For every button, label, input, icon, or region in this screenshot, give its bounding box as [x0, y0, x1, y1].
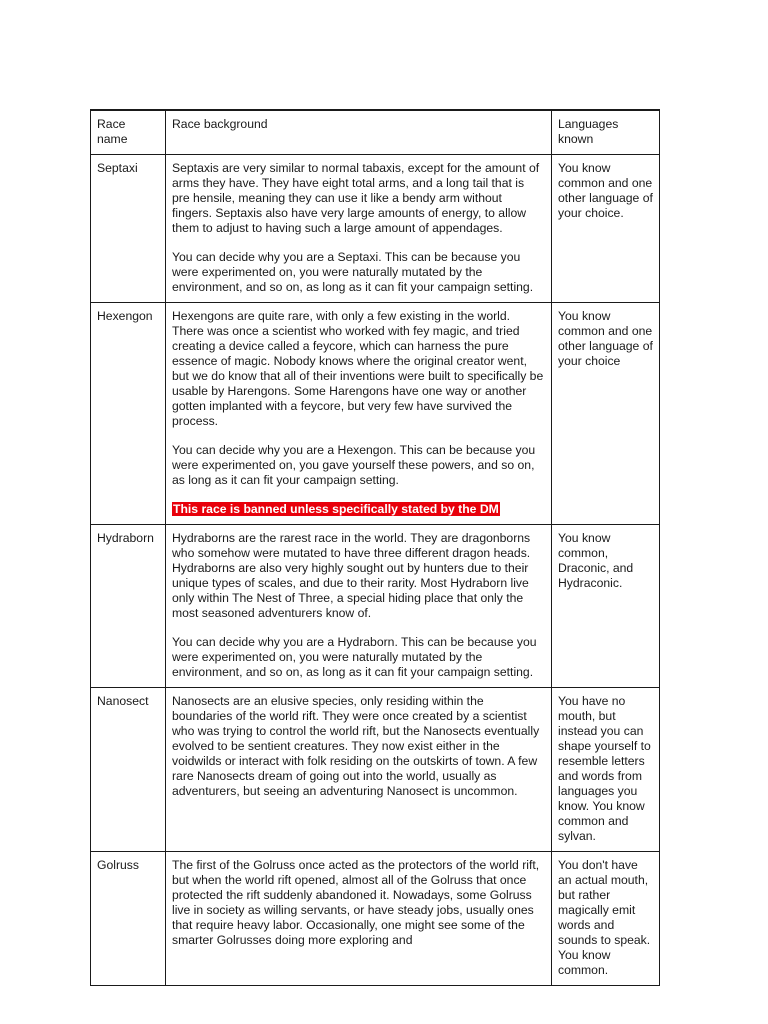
ban-warning-paragraph: [172, 502, 545, 517]
race-name-cell: Nanosect: [91, 688, 166, 852]
table-row: [91, 525, 660, 688]
table-row: [91, 155, 660, 303]
race-background-cell: [166, 852, 552, 986]
race-background-cell: [166, 303, 552, 525]
background-paragraph: Septaxis are very similar to normal tabaxis, except for the amount of arms they have. They have eight total arms, and a long tail that is pre hensile, meaning they can use it like a bendy arm without fingers. Septaxis also have very large amounts of energy, to allow them to adjust to having such a large amount of appendages.: [172, 161, 540, 235]
languages-cell: You know common, Draconic, and Hydraconic.: [552, 525, 660, 688]
header-race-background: Race background: [166, 110, 552, 155]
race-background-cell: [166, 688, 552, 852]
languages-cell: You have no mouth, but instead you can shape yourself to resemble letters and words from languages you know. You know common and sylvan.: [552, 688, 660, 852]
header-race-name: Race name: [91, 110, 166, 155]
background-paragraph: You can decide why you are a Septaxi. This can be because you were experimented on, you were naturally mutated by the environment, and so on, as long as it can fit your campaign setting.: [172, 250, 534, 294]
race-name-cell: Septaxi: [91, 155, 166, 303]
background-paragraph: Hexengons are quite rare, with only a few existing in the world. There was once a scientist who worked with fey magic, and tried creating a device called a feycore, which can harness the pure essence of magic. Nobody knows where the original creator went, but we do know that all of their inventions were built to specifically be usable by Harengons. Some Harengons have one way or another gotten implanted with a feycore, but very few have survived the process.: [172, 309, 544, 428]
background-paragraph: Hydraborns are the rarest race in the world. They are dragonborns who somehow were mutated to have three different dragon heads. Hydraborns are also very highly sought out by hunters due to their unique types of scales, and due to their rarity. Most Hydraborn live only within The Nest of Three, a special hiding place that only the most seasoned adventurers know of.: [172, 531, 531, 620]
race-name-cell: Hydraborn: [91, 525, 166, 688]
table-row: [91, 688, 660, 852]
ban-warning-highlight: This race is banned unless specifically stated by the DM: [173, 502, 499, 516]
race-name-cell: Hexengon: [91, 303, 166, 525]
background-paragraph: Nanosects are an elusive species, only residing within the boundaries of the world rift. They were once created by a scientist who was trying to control the world rift, but the Nanosects eventually evolved to be sentient creatures. They now exist either in the voidwilds or interact with folk residing on the outskirts of town. A few rare Nanosects dream of going out into the world, usually as adventurers, but seeing an adventuring Nanosect is uncommon.: [172, 694, 540, 798]
languages-cell: You know common and one other language of your choice: [552, 303, 660, 525]
race-background-cell: [166, 525, 552, 688]
languages-cell: You don't have an actual mouth, but rather magically emit words and sounds to speak. You know common.: [552, 852, 660, 986]
background-paragraph: The first of the Golruss once acted as the protectors of the world rift, but when the world rift opened, almost all of the Golruss that once protected the rift suddenly abandoned it. Nowadays, some Golruss live in society as willing servants, or have steady jobs, usually ones that require heavy labor. Occasionally, one might see some of the smarter Golrusses doing more exploring and: [172, 858, 540, 947]
header-row: [91, 110, 660, 155]
race-background-cell: [166, 155, 552, 303]
background-paragraph: You can decide why you are a Hydraborn. This can be because you were experimented on, you were naturally mutated by the environment, and so on, as long as it can fit your campaign setting.: [172, 635, 537, 679]
race-name-cell: Golruss: [91, 852, 166, 986]
table-row: [91, 303, 660, 525]
languages-cell: You know common and one other language of your choice.: [552, 155, 660, 303]
header-languages-known: Languages known: [552, 110, 660, 155]
table-row: [91, 852, 660, 986]
background-paragraph: You can decide why you are a Hexengon. This can be because you were experimented on, you gave yourself these powers, and so on, as long as it can fit your campaign setting.: [172, 443, 536, 487]
race-table: [90, 109, 660, 986]
